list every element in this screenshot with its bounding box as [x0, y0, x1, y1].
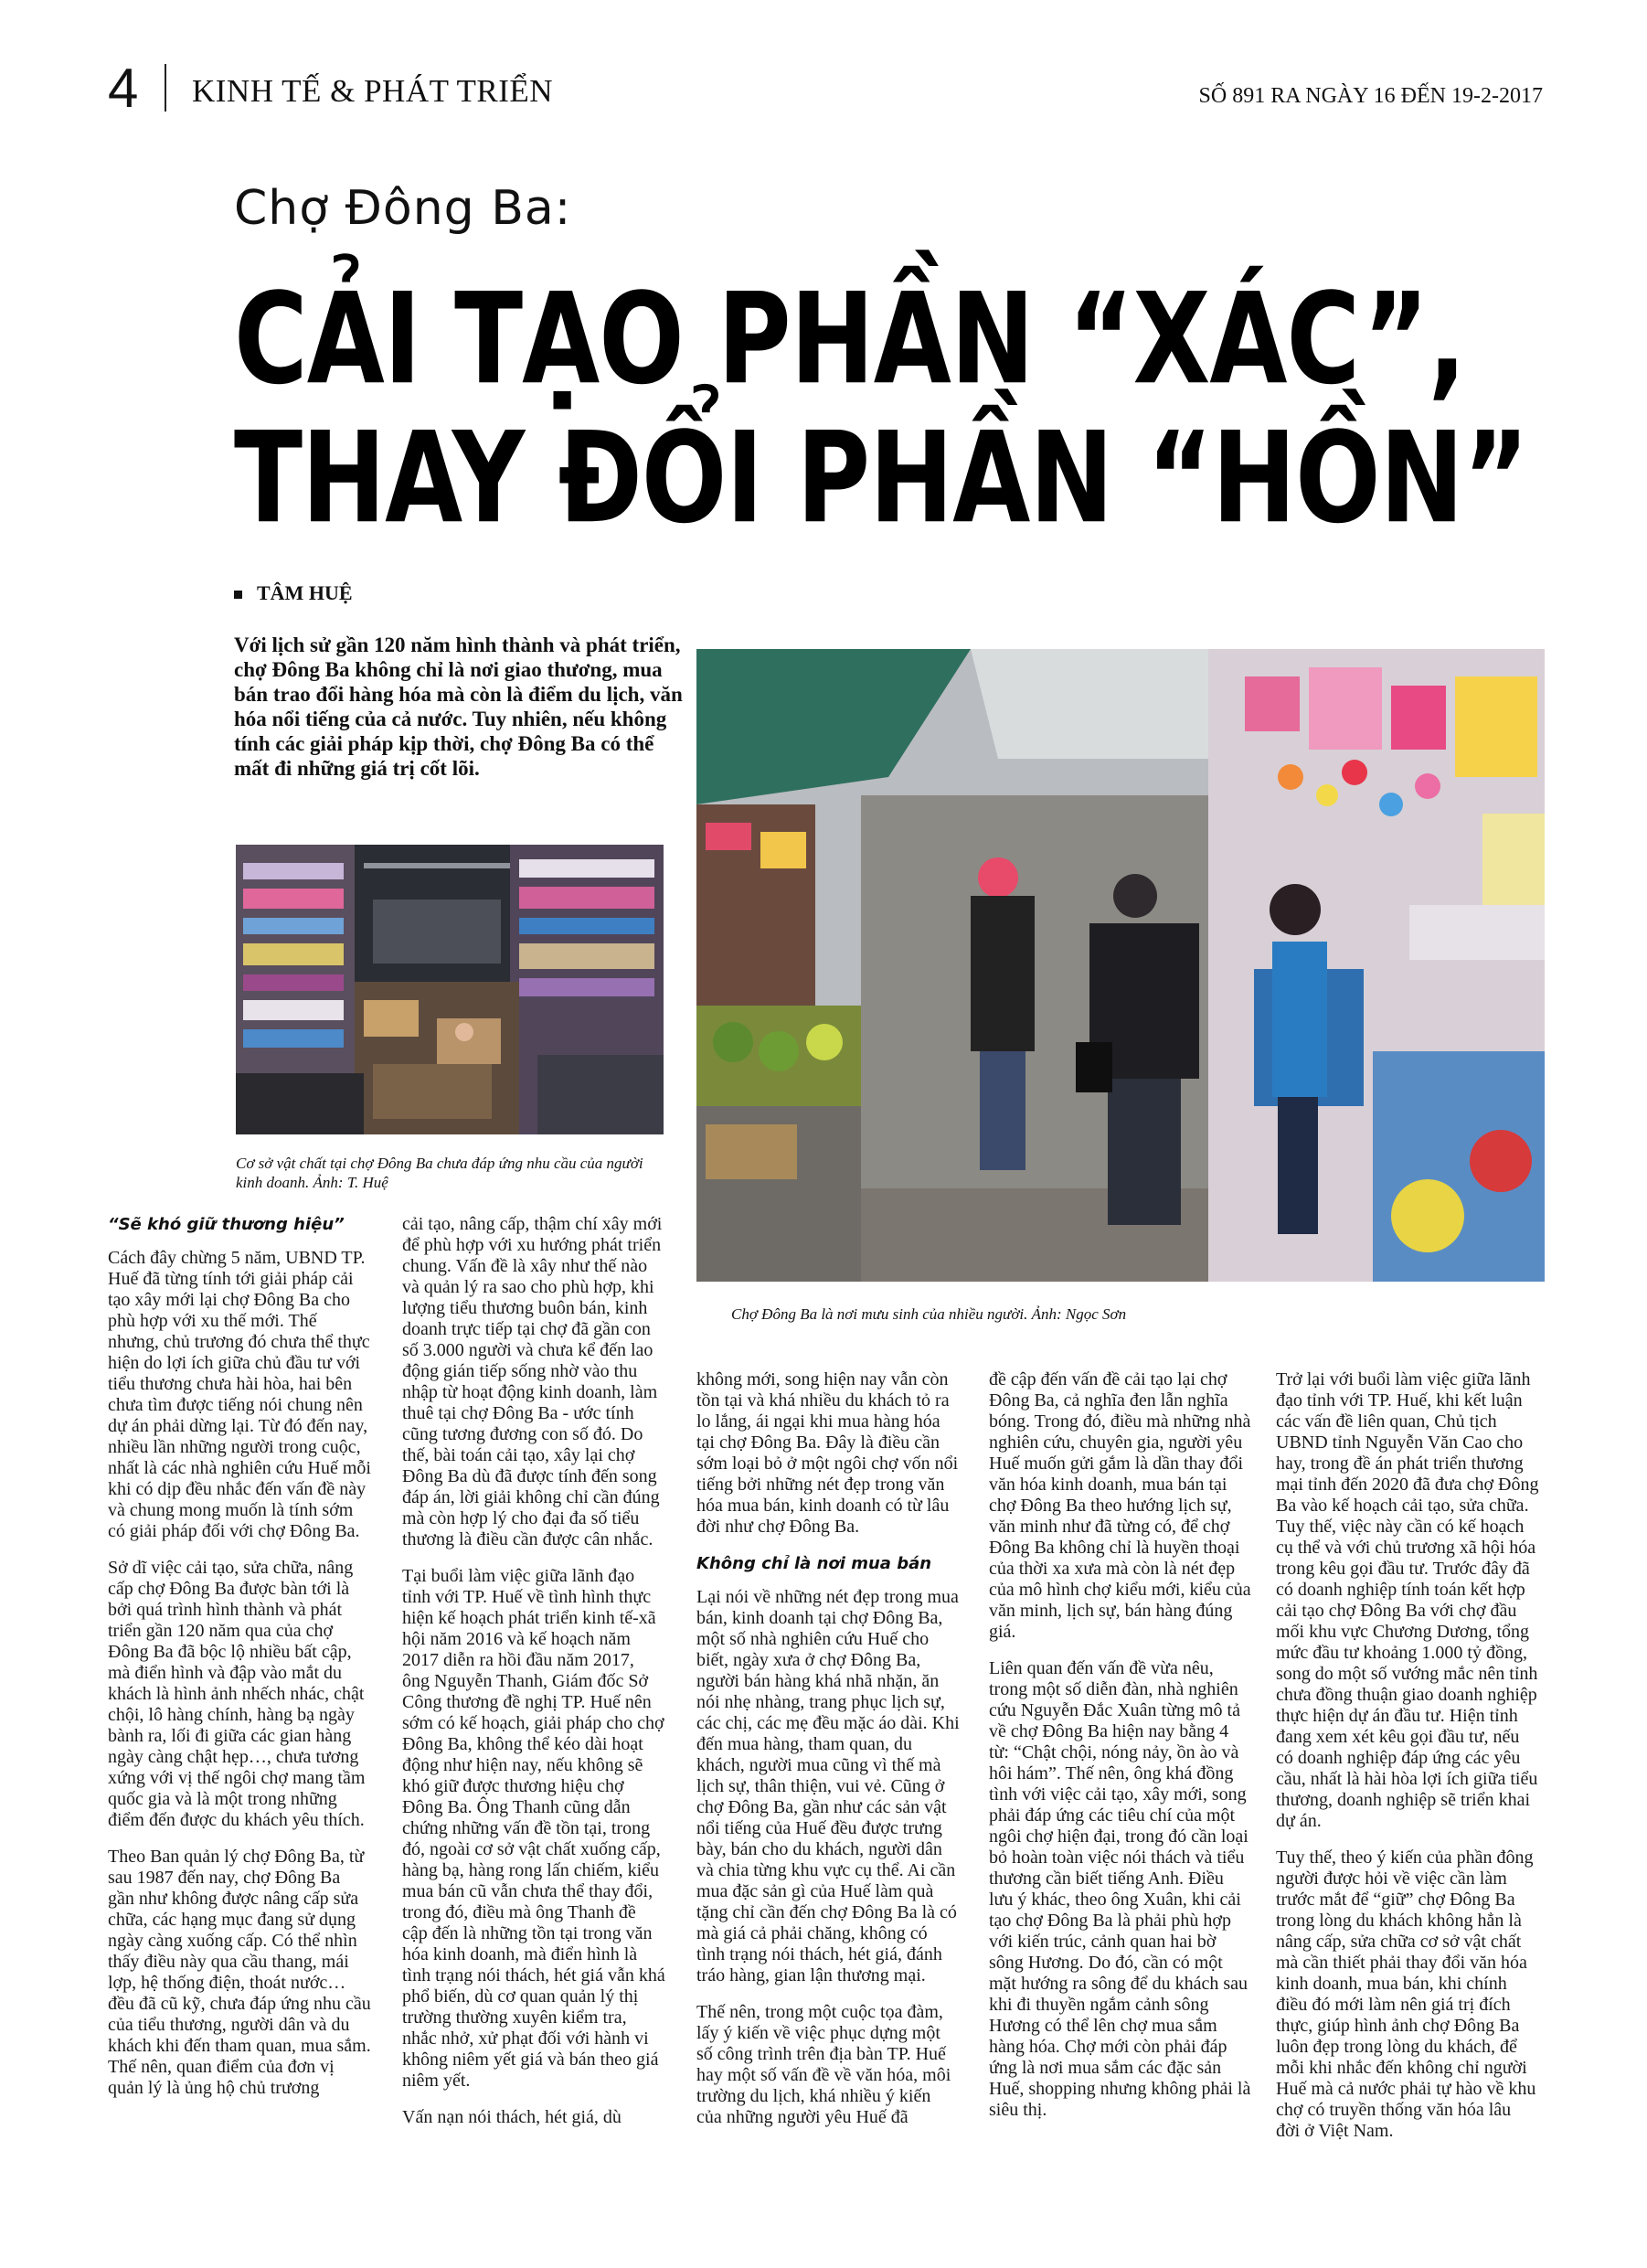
market-aisle-photo: [696, 649, 1545, 1282]
paragraph: Tuy thế, theo ý kiến của phần đông người được hỏi về việc cần làm trước mắt để “giữ” chợ Đông Ba trong lòng du khách không hẳn là nâng cấp, sửa chữa cơ sở vật chất mà cần thiết phải thay đổi văn hóa kinh doanh, mua bán, khi chính điều đó mới làm nên giá trị đích thực, giúp hình ảnh chợ Đông Ba luôn đẹp trong lòng du khách, để mỗi khi nhắc đến không chỉ người Huế mà cả nước phải tự hào về khu chợ có truyền thống văn hóa lâu đời ở Việt Nam.: [1276, 1847, 1536, 2141]
headline: [234, 265, 1568, 551]
subheading-1: “Sẽ khó giữ thương hiệu”: [108, 1215, 345, 1234]
headline-line-1: CẢI TẠO PHẦN “XÁC”,: [234, 265, 1466, 412]
paragraph: không mới, song hiện nay vẫn còn tồn tại và khá nhiều du khách tỏ ra lo lắng, ái ngại khi mua hàng hóa tại chợ Đông Ba. Đây là điều cần sớm loại bỏ ở một ngôi chợ vốn nổi tiếng bởi những nét đẹp trong văn hóa mua bán, kinh doanh có từ lâu đời như chợ Đông Ba.: [696, 1369, 959, 1537]
paragraph: đề cập đến vấn đề cải tạo lại chợ Đông Ba, cả nghĩa đen lẫn nghĩa bóng. Trong đó, điều mà những nhà nghiên cứu, chuyên gia, người yêu Huế muốn gửi gắm là dần thay đổi văn hóa kinh doanh, mua bán tại chợ Đông Ba theo hướng lịch sự, văn minh như đã từng có, để chợ Đông Ba không chỉ là huyền thoại của thời xa xưa mà còn là nét đẹp của mô hình chợ kiểu mới, kiểu của văn minh, lịch sự, bán hàng đúng giá.: [989, 1369, 1251, 1642]
section-name: KINH TẾ & PHÁT TRIỂN: [192, 73, 553, 109]
body-column-2: [402, 1214, 665, 2144]
paragraph: Tại buổi làm việc giữa lãnh đạo tỉnh với TP. Huế về tình hình thực hiện kế hoạch phát triển kinh tế-xã hội năm 2016 và kế hoạch năm 2017 diễn ra hồi đầu năm 2017, ông Nguyễn Thanh, Giám đốc Sở Công thương đề nghị TP. Huế nên sớm có kế hoạch, giải pháp cho chợ Đông Ba, không thể kéo dài hoạt động như hiện nay, nếu không sẽ khó giữ được thương hiệu chợ Đông Ba. Ông Thanh cũng dẫn chứng những vấn đề tồn tại, trong đó, ngoài cơ sở vật chất xuống cấp, hàng bạ, hàng rong lấn chiếm, kiểu mua bán cũ vẫn chưa thể thay đổi, trong đó, điều mà ông Thanh đề cập đến là những tồn tại trong văn hóa kinh doanh, mà điển hình là tình trạng nói thách, hét giá vẫn khá phổ biến, dù cơ quan quản lý thị trường thường xuyên kiểm tra, nhắc nhở, xử phạt đối với hành vi không niêm yết giá và bán theo giá niêm yết.: [402, 1566, 665, 2091]
body-column-5: [1276, 1369, 1539, 2157]
kicker: Chợ Đông Ba:: [234, 181, 572, 236]
paragraph: Lại nói về những nét đẹp trong mua bán, kinh doanh tại chợ Đông Ba, một số nhà nghiên cứu Huế cho biết, ngày xưa ở chợ Đông Ba, người bán hàng khá nhã nhặn, ăn nói nhẹ nhàng, trang phục lịch sự, các chị, các mẹ đều mặc áo dài. Khi đến mua hàng, tham quan, du khách, người mua cũng vì thế mà lịch sự, thân thiện, vui vẻ. Cũng ở chợ Đông Ba, gần như các sản vật nổi tiếng của Huế đều được trưng bày, bán cho du khách, người dân và chia từng khu vực cụ thể. Ai cần mua đặc sản gì của Huế làm quà tặng chỉ cần đến chợ Đông Ba là có mà giá cả phải chăng, không có tình trạng nói thách, hét giá, đánh tráo hàng, gian lận thương mại.: [696, 1587, 960, 1986]
masthead: [108, 57, 1543, 121]
market-interior-photo: [236, 845, 664, 1134]
issue-date: SỐ 891 RA NGÀY 16 ĐẾN 19-2-2017: [1198, 84, 1543, 108]
paragraph: Vấn nạn nói thách, hét giá, dù: [402, 2107, 622, 2127]
small-photo-caption: Cơ sở vật chất tại chợ Đông Ba chưa đáp ứng nhu cầu của người kinh doanh. Ảnh: T. Huệ: [236, 1155, 643, 1191]
paragraph: Trở lại với buổi làm việc giữa lãnh đạo tỉnh với TP. Huế, khi kết luận các vấn đề liên quan, Chủ tịch UBND tỉnh Nguyễn Văn Cao cho hay, trong đề án phát triển thương mại tỉnh đến 2020 đã đưa chợ Đông Ba vào kế hoạch cải tạo, sửa chữa. Tuy thế, việc này cần có kế hoạch cụ thể và với chủ trương xã hội hóa trong kêu gọi đầu tư. Trước đây đã có doanh nghiệp tính toán kết hợp cải tạo chợ Đông Ba với chợ đầu mối khu vực Chương Dương, tổng mức đầu tư khoảng 1.000 tỷ đồng, song do một số vướng mắc nên tỉnh chưa đồng thuận giao doanh nghiệp thực hiện dự án đầu tư. Hiện tỉnh đang xem xét kêu gọi đầu tư, nếu có doanh nghiệp đáp ứng các yêu cầu, nhất là hài hòa lợi ích giữa tiểu thương, doanh nghiệp sẽ triển khai dự án.: [1276, 1369, 1539, 1831]
paragraph: Liên quan đến vấn đề vừa nêu, trong một số diễn đàn, nhà nghiên cứu Nguyễn Đắc Xuân từng mô tả về chợ Đông Ba hiện nay bằng 4 từ: “Chật chội, nóng nảy, ồn ào và hôi hám”. Thế nên, ông khá đồng tình với việc cải tạo, xây mới, song phải đáp ứng các tiêu chí của một ngôi chợ hiện đại, trong đó cần loại bỏ hoàn toàn việc nói thách và tiểu thương cần biết tiếng Anh. Điều lưu ý khác, theo ông Xuân, khi cải tạo chợ Đông Ba là phải phù hợp với kiến trúc, cảnh quan hai bờ sông Hương. Do đó, cần có một mặt hướng ra sông để du khách sau khi đi thuyền ngắm cảnh sông Hương có thể lên chợ mua sắm hàng hóa. Chợ mới còn phải đáp ứng là nơi mua sắm các đặc sản Huế, shopping nhưng không phải là siêu thị.: [989, 1658, 1251, 2120]
author-name: TÂM HUỆ: [257, 581, 353, 604]
headline-line-2: THAY ĐỔI PHẦN “HỒN”: [234, 404, 1528, 551]
paragraph: Sở dĩ việc cải tạo, sửa chữa, nâng cấp chợ Đông Ba được bàn tới là bởi quá trình hình thành và phát triển gần 120 năm qua của chợ Đông Ba đã bộc lộ nhiều bất cập, mà điển hình và đập vào mắt du khách là hình ảnh nhếch nhác, chật chội, lô hàng chính, hàng bạ ngày bành ra, lối đi giữa các gian hàng ngày càng chật hẹp…, chưa tương xứng với vị thế ngôi chợ mang tầm quốc gia và là một trong những điểm đến được du khách yêu thích.: [108, 1558, 366, 1830]
lede: Với lịch sử gần 120 năm hình thành và phát triển, chợ Đông Ba không chỉ là nơi giao thương, mua bán trao đổi hàng hóa mà còn là điểm du lịch, văn hóa nổi tiếng của cả nước. Tuy nhiên, nếu không tính các giải pháp kịp thời, chợ Đông Ba có thể mất đi những giá trị cốt lõi.: [234, 634, 683, 780]
square-bullet-icon: [234, 591, 242, 599]
body-column-3: [696, 1369, 960, 2144]
byline: [234, 581, 353, 605]
page-number: 4: [108, 58, 139, 119]
subheading-2: Không chỉ là nơi mua bán: [696, 1554, 932, 1573]
body-column-4: [989, 1369, 1252, 2136]
masthead-divider: [165, 64, 166, 112]
paragraph: Cách đây chừng 5 năm, UBND TP. Huế đã từng tính tới giải pháp cải tạo xây mới lại chợ Đông Ba cho phù hợp với xu thế mới. Thế nhưng, chủ trương đó chưa thể thực hiện do lợi ích giữa chủ đầu tư với tiểu thương chưa hài hòa, hai bên chưa tìm được tiếng nói chung nên dự án phải dừng lại. Từ đó đến nay, nhiều lần những người trong cuộc, nhất là các nhà nghiên cứu Huế mỗi khi có dịp đều nhắc đến vấn đề này và chung mong muốn là tính sớm có giải pháp đối với chợ Đông Ba.: [108, 1248, 371, 1541]
big-photo-caption: Chợ Đông Ba là nơi mưu sinh của nhiều người. Ảnh: Ngọc Sơn: [731, 1305, 1127, 1323]
paragraph: Thế nên, trong một cuộc tọa đàm, lấy ý kiến về việc phục dựng một số công trình trên địa bàn TP. Huế hay một số vấn đề về văn hóa, môi trường du lịch, khá nhiều ý kiến của những người yêu Huế đã: [696, 2002, 951, 2127]
paragraph: Theo Ban quản lý chợ Đông Ba, từ sau 1987 đến nay, chợ Đông Ba gần như không được nâng cấp sửa chữa, các hạng mục đang sử dụng ngày càng xuống cấp. Có thể nhìn thấy điều này qua cầu thang, mái lợp, hệ thống điện, thoát nước… đều đã cũ kỹ, chưa đáp ứng nhu cầu của tiểu thương, người dân và du khách khi đến tham quan, mua sắm. Thế nên, quan điểm của đơn vị quản lý là ủng hộ chủ trương: [108, 1847, 371, 2098]
paragraph: cải tạo, nâng cấp, thậm chí xây mới để phù hợp với xu hướng phát triển chung. Vấn đề là xây như thế nào và quản lý ra sao cho phù hợp, khi lượng tiểu thương buôn bán, kinh doanh trực tiếp tại chợ đã gần con số 3.000 người và chưa kể đến lao động gián tiếp sống nhờ vào thu nhập từ hoạt động kinh doanh, làm thuê tại chợ Đông Ba - ước tính cũng tương đương con số đó. Do thế, bài toán cải tạo, xây lại chợ Đông Ba dù đã được tính đến song đáp án, lời giải không chỉ cần đúng mà còn hợp lý cho đại đa số tiểu thương là điều cần được cân nhắc.: [402, 1214, 663, 1549]
body-column-1: [108, 1214, 371, 2114]
